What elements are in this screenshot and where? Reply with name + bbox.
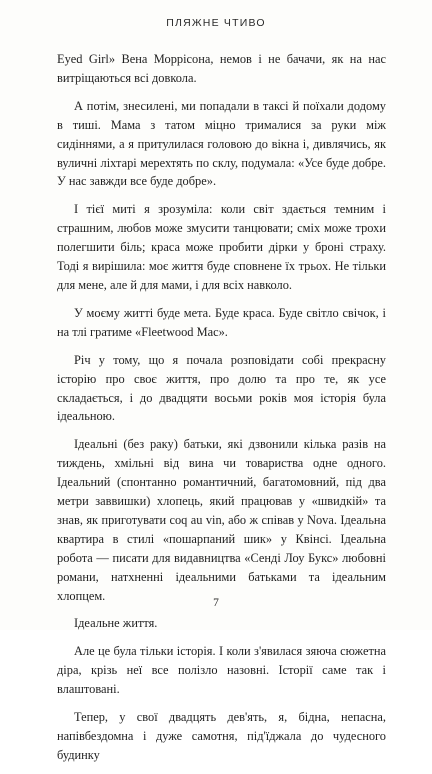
page-number: 7 xyxy=(213,597,219,609)
paragraph: А потім, знесилені, ми попадали в таксі й поїхали додому в тиші. Мама з татом міцно трималися за руки між сидіннями, а я притулилася головою до вікна і, дивлячись, як вуличні ліхтарі мерехтять по склу, подумала: «Усе буде добре. У нас завжди все буде добре». xyxy=(57,98,386,189)
paragraph: Ідеальні (без раку) батьки, які дзвонили кілька разів на тиждень, хмільні від вина чи товариства одне одного. Ідеальний (спонтанно романтичний, багатомовний, під два метри заввишки) хлопець, який працював у «швидкій» та знав, як приготувати coq au vin, або ж співав у Nova. Ідеальна квартира в стилі «пошарпаний шик» у Квінсі. Ідеальна робота — писати для видавництва «Сенді Лоу Букс» любовні романи, натхненні ідеальними батьками та ідеальним хлопцем. xyxy=(57,437,386,603)
running-head: ПЛЯЖНЕ ЧТИВО xyxy=(166,17,266,29)
paragraph: Але це була тільки історія. І коли з'явилася зяюча сюжетна діра, крізь неї все полізло назовні. Історії саме так і влаштовані. xyxy=(57,644,386,697)
body-text xyxy=(57,50,386,774)
paragraph: Тепер, у свої двадцять дев'ять, я, бідна, непасна, напівбездомна і дуже самотня, під'їджала до чудесного будинку xyxy=(57,710,386,762)
paragraph: У моєму житті буде мета. Буде краса. Буде світло свічок, і на тлі гратиме «Fleetwood Mac». xyxy=(57,305,386,339)
paragraph: Eyed Girl» Вена Моррісона, немов і не бачачи, як на нас витріщаються всі довкола. xyxy=(57,52,386,85)
paragraph: Річ у тому, що я почала розповідати собі прекрасну історію про своє життя, про долю та про те, як усе складається, і до двадцяти восьми років моя історія була ідеальною. xyxy=(57,352,386,424)
paragraph: І тієї миті я зрозуміла: коли світ здається темним і страшним, любов може змусити танцювати; сміх може трохи полегшити біль; краса може пробити дірки у броні страху. Тоді я вирішила: моє життя буде сповнене їх трьох. Не тільки для мене, але й для мами, і для всіх навколо. xyxy=(57,202,386,292)
paragraph: Ідеальне життя. xyxy=(74,616,158,631)
